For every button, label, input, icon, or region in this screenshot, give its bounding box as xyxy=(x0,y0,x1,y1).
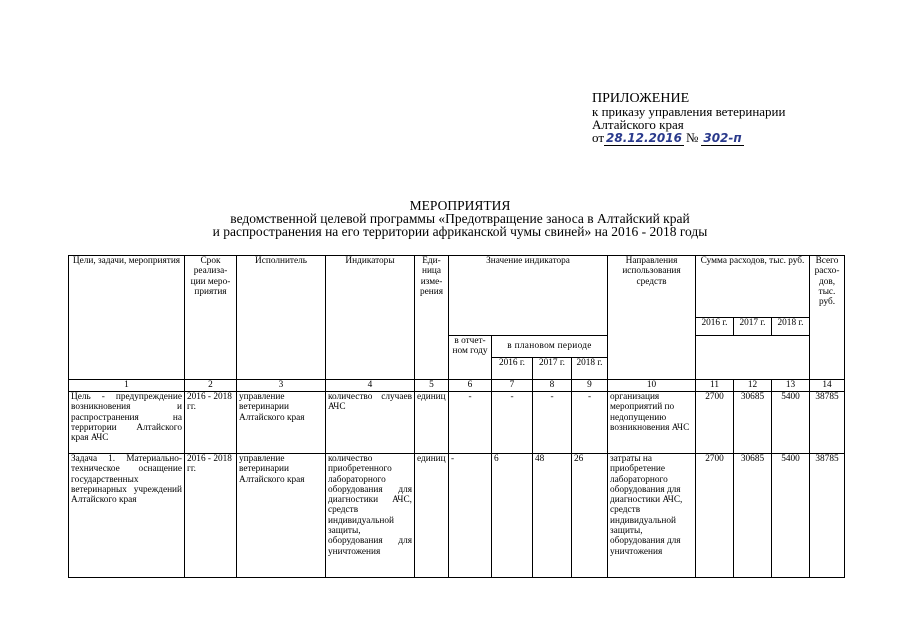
col-number: 2 xyxy=(185,380,237,392)
appendix-line2: Алтайского края xyxy=(592,117,684,132)
header-expense-2018: 2018 г. xyxy=(772,318,810,336)
from-label: от xyxy=(592,130,605,145)
header-expense-2017: 2017 г. xyxy=(734,318,772,336)
col-number: 13 xyxy=(772,380,810,392)
number-label: № xyxy=(685,130,699,145)
appendix-block xyxy=(592,92,785,146)
header-total: Всего расхо-дов, тыс. руб. xyxy=(810,256,845,380)
col-number: 4 xyxy=(326,380,415,392)
header-term: Срок реализа-ции меро-приятия xyxy=(185,256,237,380)
col-number: 1 xyxy=(69,380,185,392)
order-reference xyxy=(592,131,785,146)
row-sum-2016: 2700 xyxy=(696,392,734,454)
row-value-2018: 26 xyxy=(572,454,608,578)
col-number: 12 xyxy=(734,380,772,392)
header-expenses: Сумма расходов, тыс. руб. xyxy=(696,256,810,318)
header-plan-2017: 2017 г. xyxy=(533,358,572,380)
row-direction: затраты на приобретение лабораторного оборудования для диагностики АЧС, средств индивидуальной защиты, оборудования для уничтожения xyxy=(608,454,696,578)
row-sum-2016: 2700 xyxy=(696,454,734,578)
col-number: 7 xyxy=(492,380,533,392)
col-number: 10 xyxy=(608,380,696,392)
column-numbers-row xyxy=(69,380,845,392)
appendix-title: ПРИЛОЖЕНИЕ xyxy=(592,91,690,106)
row-sum-2018: 5400 xyxy=(772,392,810,454)
row-indicator: количество приобретенного лабораторного оборудования для диагностики АЧС, средств индивидуальной защиты, оборудования для уничтожения xyxy=(326,454,415,578)
row-value-2017: 48 xyxy=(533,454,572,578)
row-executor: управление ветеринарии Алтайского края xyxy=(237,392,326,454)
header-reporting-year: в отчет-ном году xyxy=(449,336,492,380)
table-row xyxy=(69,454,845,578)
appendix-line1: к приказу управления ветеринарии xyxy=(592,104,786,119)
header-indicators: Индикаторы xyxy=(326,256,415,380)
row-value-2016: - xyxy=(492,392,533,454)
col-number: 5 xyxy=(415,380,449,392)
col-number: 3 xyxy=(237,380,326,392)
header-plan-2018: 2018 г. xyxy=(572,358,608,380)
row-goal: Цель - предупреждение возникновения и распространения на территории Алтайского края АЧС xyxy=(69,392,185,454)
row-term: 2016 - 2018 гг. xyxy=(185,454,237,578)
row-value-report: - xyxy=(449,392,492,454)
col-number: 6 xyxy=(449,380,492,392)
table-row xyxy=(69,392,845,454)
row-term: 2016 - 2018 гг. xyxy=(185,392,237,454)
row-value-2018: - xyxy=(572,392,608,454)
document-subtitle-line2: и распространения на его территории африканской чумы свиней» на 2016 - 2018 годы xyxy=(212,224,708,239)
row-goal: Задача 1. Материально-техническое оснащение государственных ветеринарных учреждений Алтайского края xyxy=(69,454,185,578)
header-indicator-value: Значение индикатора xyxy=(449,256,608,336)
row-unit: единиц xyxy=(415,454,449,578)
row-executor: управление ветеринарии Алтайского края xyxy=(237,454,326,578)
header-expense-blank xyxy=(696,336,810,380)
col-number: 8 xyxy=(533,380,572,392)
row-value-report: - xyxy=(449,454,492,578)
row-sum-2018: 5400 xyxy=(772,454,810,578)
document-title: МЕРОПРИЯТИЯ xyxy=(409,198,511,213)
header-plan-2016: 2016 г. xyxy=(492,358,533,380)
row-value-2016: 6 xyxy=(492,454,533,578)
row-sum-2017: 30685 xyxy=(734,392,772,454)
header-goals: Цели, задачи, мероприятия xyxy=(69,256,185,380)
handwritten-number: 302-п xyxy=(703,131,742,145)
document-subtitle-line1: ведомственной целевой программы «Предотвращение заноса в Алтайский край xyxy=(230,211,690,226)
header-executor: Исполнитель xyxy=(237,256,326,380)
header-expense-2016: 2016 г. xyxy=(696,318,734,336)
header-direction: Направления использования средств xyxy=(608,256,696,380)
row-indicator: количество случаев АЧС xyxy=(326,392,415,454)
row-sum-2017: 30685 xyxy=(734,454,772,578)
header-planned-period: в плановом периоде xyxy=(492,336,608,358)
col-number: 9 xyxy=(572,380,608,392)
col-number: 11 xyxy=(696,380,734,392)
row-direction: организация мероприятий по недопущению возникновения АЧС xyxy=(608,392,696,454)
row-total: 38785 xyxy=(810,454,845,578)
row-unit: единиц xyxy=(415,392,449,454)
row-value-2017: - xyxy=(533,392,572,454)
handwritten-date: 28.12.2016 xyxy=(606,131,682,145)
col-number: 14 xyxy=(810,380,845,392)
header-unit: Еди-ница изме-рения xyxy=(415,256,449,380)
measures-table xyxy=(68,255,845,578)
row-total: 38785 xyxy=(810,392,845,454)
